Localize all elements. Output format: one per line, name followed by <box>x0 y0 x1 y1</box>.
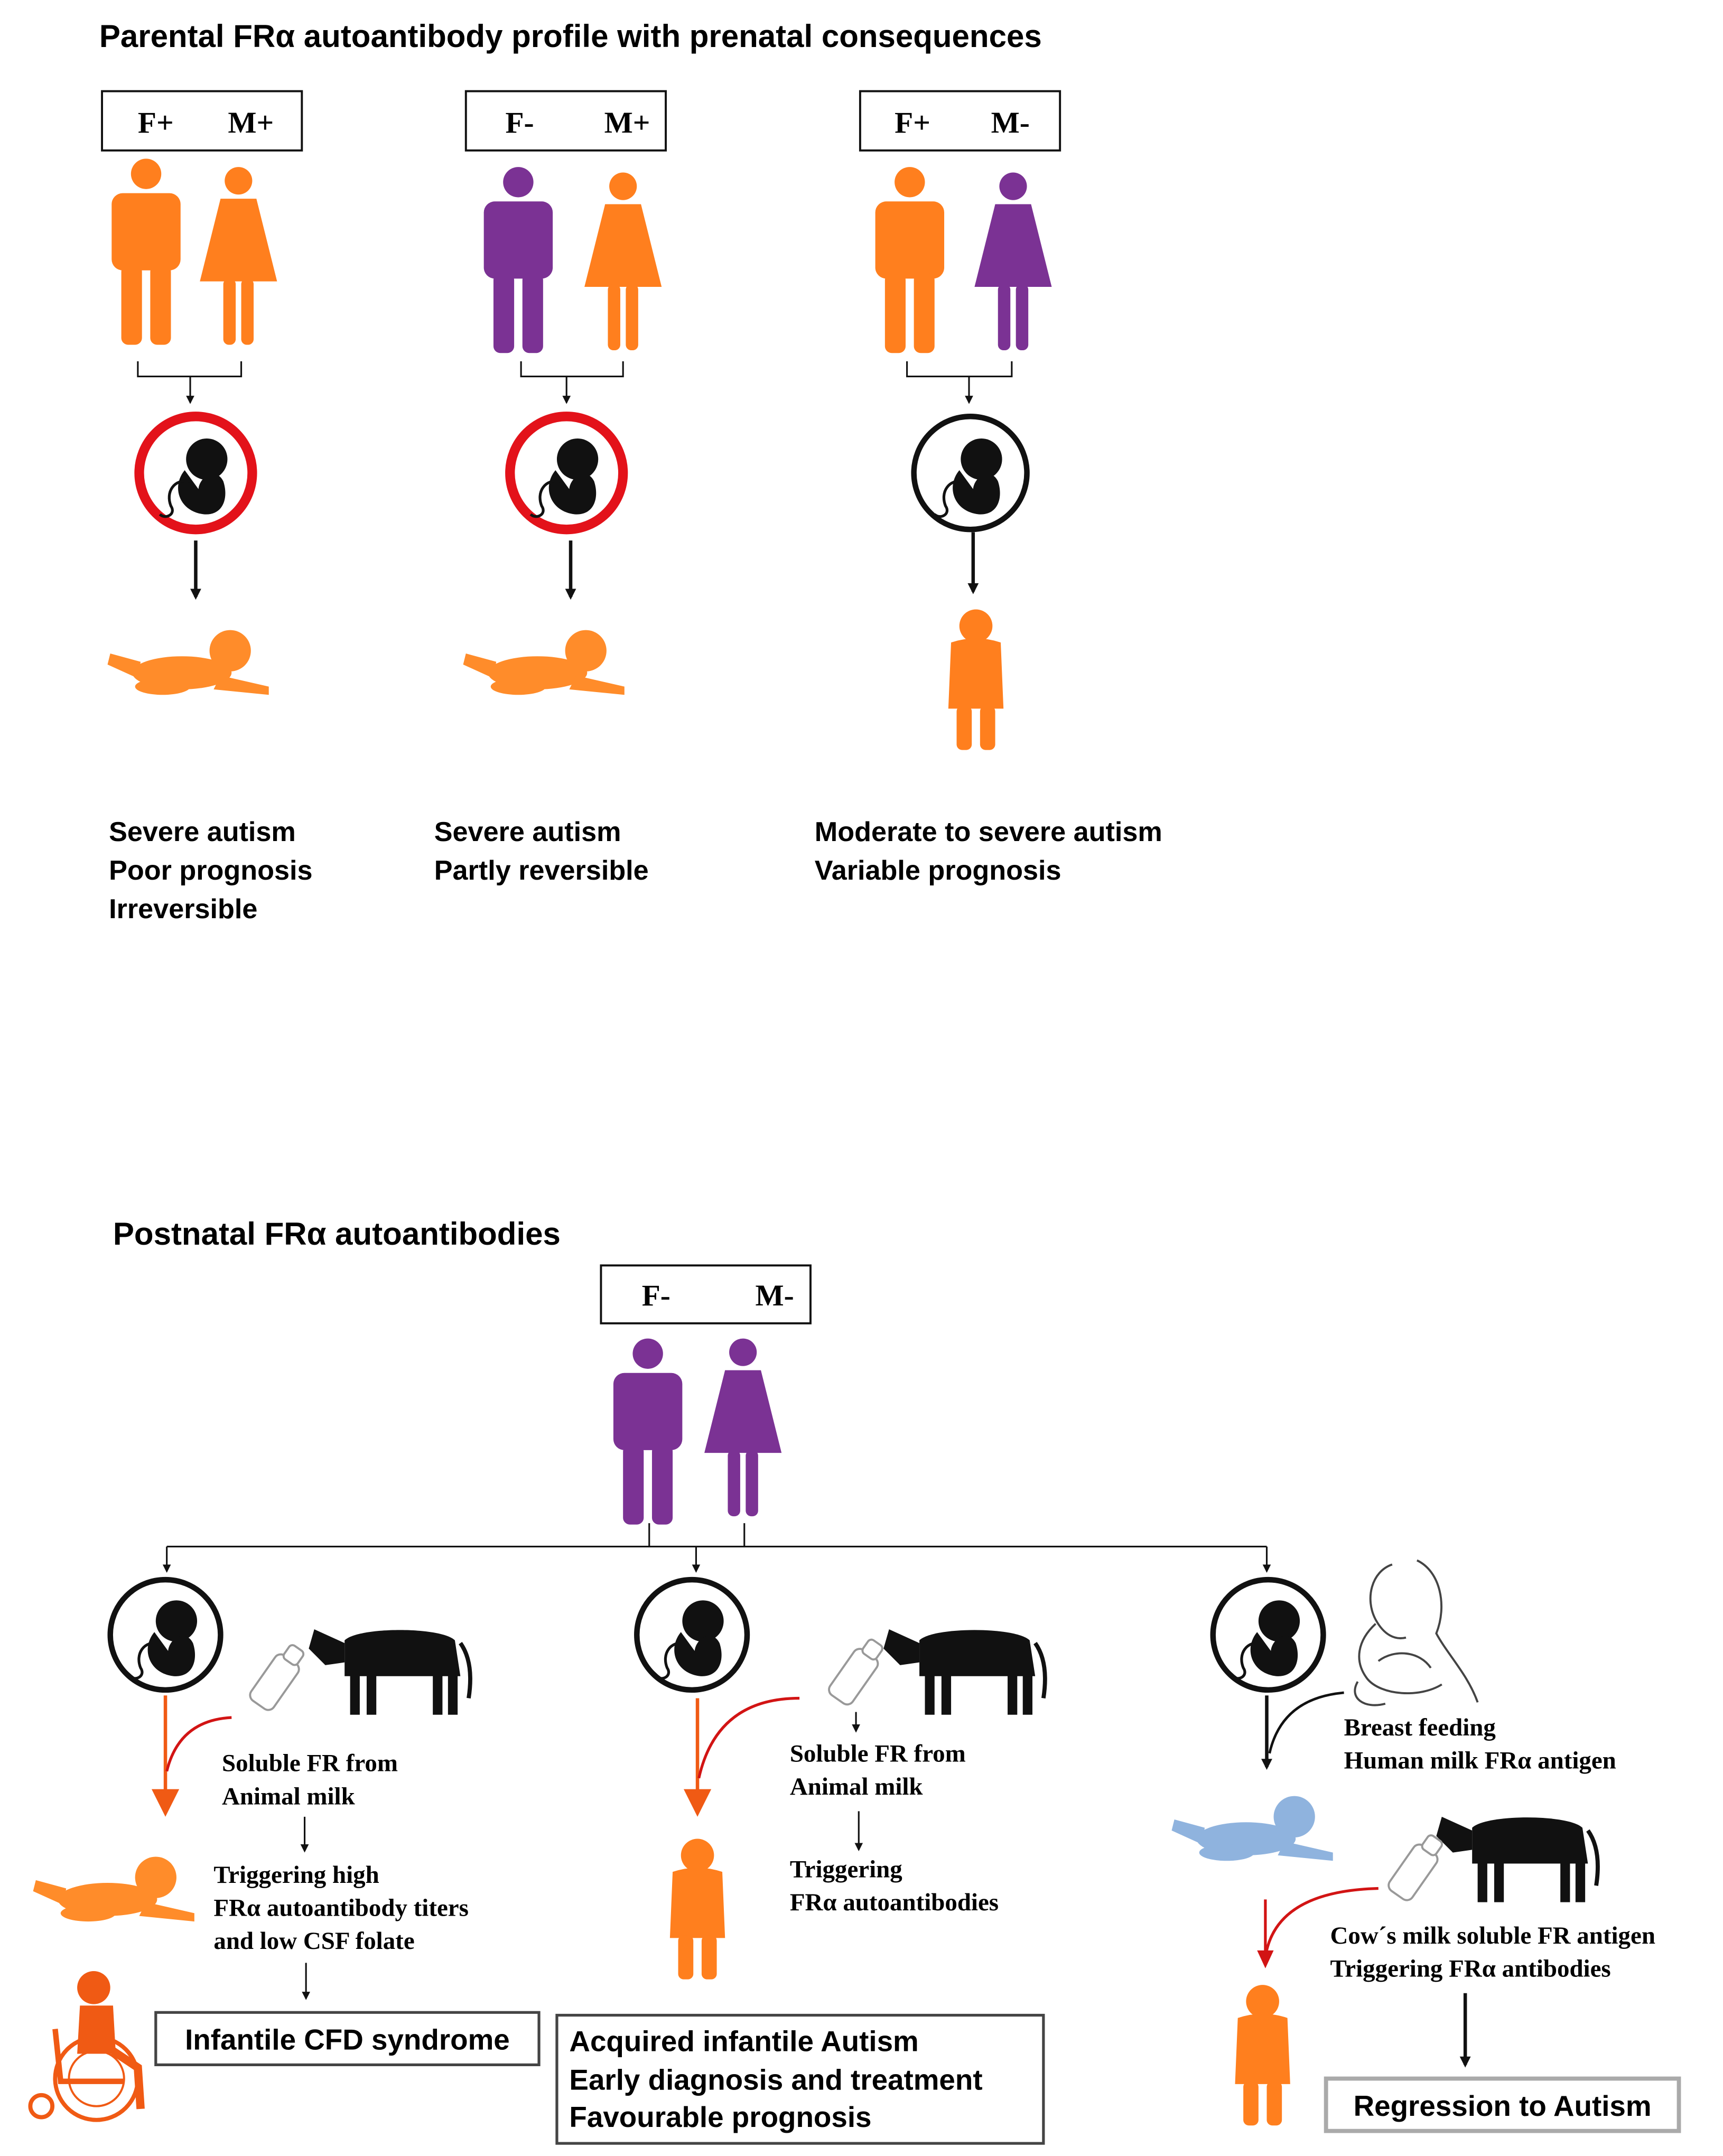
baby-crawling-icon <box>107 630 268 695</box>
father-status: F- <box>641 1278 670 1312</box>
outcome-line: Partly reversible <box>434 855 649 886</box>
mother-status: M- <box>991 106 1030 139</box>
outcome-line: Irreversible <box>109 893 258 925</box>
baby-crawling-icon <box>463 630 625 695</box>
source-line: Animal milk <box>222 1782 355 1810</box>
male-figure-icon <box>876 167 944 353</box>
child-standing-icon <box>1235 1985 1290 2125</box>
breast-line: Human milk FRα antigen <box>1344 1747 1616 1775</box>
outcome-line: Acquired infantile Autism <box>569 2024 919 2058</box>
milk-bottle-icon <box>1386 1834 1443 1903</box>
trigger-line: FRα autoantibodies <box>789 1889 999 1917</box>
outcome-line: Moderate to severe autism <box>814 816 1162 847</box>
outcome-line: Favourable prognosis <box>569 2100 872 2133</box>
outcome-label: Infantile CFD syndrome <box>185 2023 510 2056</box>
prenatal-group-2 <box>434 91 666 886</box>
baby-crawling-icon <box>33 1856 194 1921</box>
child-standing-icon <box>670 1839 725 1980</box>
baby-crawling-icon <box>1171 1796 1333 1861</box>
breastfeeding-mother-icon <box>1355 1561 1477 1705</box>
trigger-line: FRα autoantibody titers <box>213 1894 469 1922</box>
cow-line: Triggering FRα antibodies <box>1330 1955 1611 1983</box>
outcome-line: Variable prognosis <box>814 855 1061 886</box>
source-line: Soluble FR from <box>789 1740 966 1768</box>
mother-status: M- <box>755 1278 794 1312</box>
postnatal-branch-2 <box>557 1580 1045 2143</box>
outcome-line: Severe autism <box>109 816 296 847</box>
postnatal-branch-3 <box>1171 1561 1679 2131</box>
postnatal-branch-1 <box>30 1580 539 2120</box>
female-figure-icon <box>974 173 1051 351</box>
status-box <box>860 91 1060 151</box>
trigger-line: and low CSF folate <box>213 1927 415 1955</box>
postnatal-title: Postnatal FRα autoantibodies <box>113 1216 561 1252</box>
cow-icon <box>883 1629 1045 1715</box>
female-figure-icon <box>200 167 277 345</box>
male-figure-icon <box>613 1339 682 1525</box>
father-status: F+ <box>895 106 930 139</box>
source-line: Animal milk <box>789 1773 923 1801</box>
outcome-line: Severe autism <box>434 816 621 847</box>
branch-connectors <box>167 1523 1267 1571</box>
prenatal-title: Parental FRα autoantibody profile with prenatal consequences <box>99 18 1042 54</box>
outcome-line: Poor prognosis <box>109 855 313 886</box>
milk-bottle-icon <box>826 1638 884 1707</box>
cow-icon <box>1436 1817 1598 1902</box>
prenatal-group-3 <box>815 91 1162 886</box>
trigger-line: Triggering high <box>213 1861 379 1889</box>
male-figure-icon <box>484 167 553 353</box>
male-figure-icon <box>111 158 180 344</box>
prenatal-group-1 <box>102 91 312 925</box>
cow-icon <box>309 1629 470 1715</box>
source-line: Soluble FR from <box>222 1749 398 1777</box>
father-status: F+ <box>137 106 174 139</box>
milk-bottle-icon <box>247 1644 305 1713</box>
outcome-label: Regression to Autism <box>1353 2089 1652 2122</box>
father-status: F- <box>505 106 534 139</box>
mother-status: M+ <box>604 106 650 139</box>
female-figure-icon <box>584 173 662 351</box>
breast-line: Breast feeding <box>1344 1713 1496 1741</box>
postnatal-parents <box>601 1265 811 1524</box>
cow-line: Cow´s milk soluble FR antigen <box>1330 1921 1655 1949</box>
child-standing-icon <box>948 610 1003 750</box>
wheelchair-child-icon <box>30 1971 141 2120</box>
mother-status: M+ <box>228 106 274 139</box>
trigger-line: Triggering <box>789 1855 902 1883</box>
female-figure-icon <box>704 1339 781 1517</box>
outcome-line: Early diagnosis and treatment <box>569 2063 983 2096</box>
